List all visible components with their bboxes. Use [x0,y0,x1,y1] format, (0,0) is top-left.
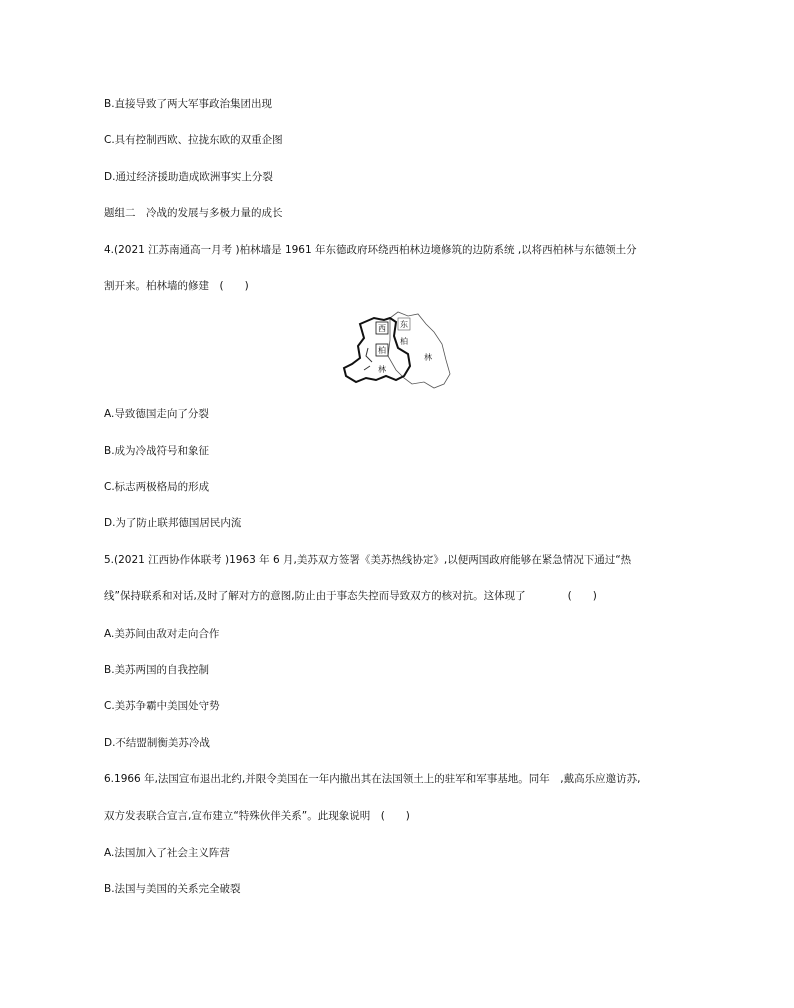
q5-option-b: B.美苏两国的自我控制 [104,664,210,676]
q4-option-d: D.为了防止联邦德国居民内流 [104,517,242,529]
map-char-west-1: 西 [378,324,386,333]
map-char-east-2: 柏 [400,337,408,346]
q6-stem-line2: 双方发表联合宣言,宣布建立“特殊伙伴关系”。此现象说明 ( ) [104,810,410,822]
q6-stem-line1: 6.1966 年,法国宣布退出北约,并限令美国在一年内撤出其在法国领土上的驻军和军事基地。同年 ,戴高乐应邀访苏, [104,773,641,785]
q5-option-a: A.美苏间由敌对走向合作 [104,628,220,640]
river-line [364,348,372,370]
q3-option-d: D.通过经济援助造成欧洲事实上分裂 [104,171,273,183]
q5-option-c: C.美苏争霸中美国处守势 [104,700,220,712]
berlin-map [338,310,456,390]
q4-stem-line2: 割开来。柏林墙的修建 ( ) [104,280,249,292]
q3-option-c: C.具有控制西欧、拉拢东欧的双重企图 [104,134,283,146]
q4-option-a: A.导致德国走向了分裂 [104,408,209,420]
q5-stem-line2: 线”保持联系和对话,及时了解对方的意图,防止由于事态失控而导致双方的核对抗。这体现了 ( ) [104,590,597,602]
q6-option-a: A.法国加入了社会主义阵营 [104,847,230,859]
map-char-east-3: 林 [424,353,432,362]
q6-option-b: B.法国与美国的关系完全破裂 [104,883,241,895]
east-berlin-outline [388,312,450,388]
q4-stem-line1: 4.(2021 江苏南通高一月考 )柏林墙是 1961 年东德政府环绕西柏林边境修筑的边防系统 ,以将西柏林与东德领土分 [104,244,637,256]
q3-option-b: B.直接导致了两大军事政治集团出现 [104,98,273,110]
map-char-east-1: 东 [400,320,408,329]
map-char-west-3: 林 [378,365,386,374]
map-char-west-2: 柏 [378,346,386,355]
group-title: 题组二 冷战的发展与多极力量的成长 [104,207,283,219]
q4-option-b: B.成为冷战符号和象征 [104,445,210,457]
q5-stem-line1: 5.(2021 江西协作体联考 )1963 年 6 月,美苏双方签署《美苏热线协定》,以便两国政府能够在紧急情况下通过“热 [104,554,632,566]
q5-option-d: D.不结盟制衡美苏冷战 [104,737,210,749]
q4-option-c: C.标志两极格局的形成 [104,481,210,493]
